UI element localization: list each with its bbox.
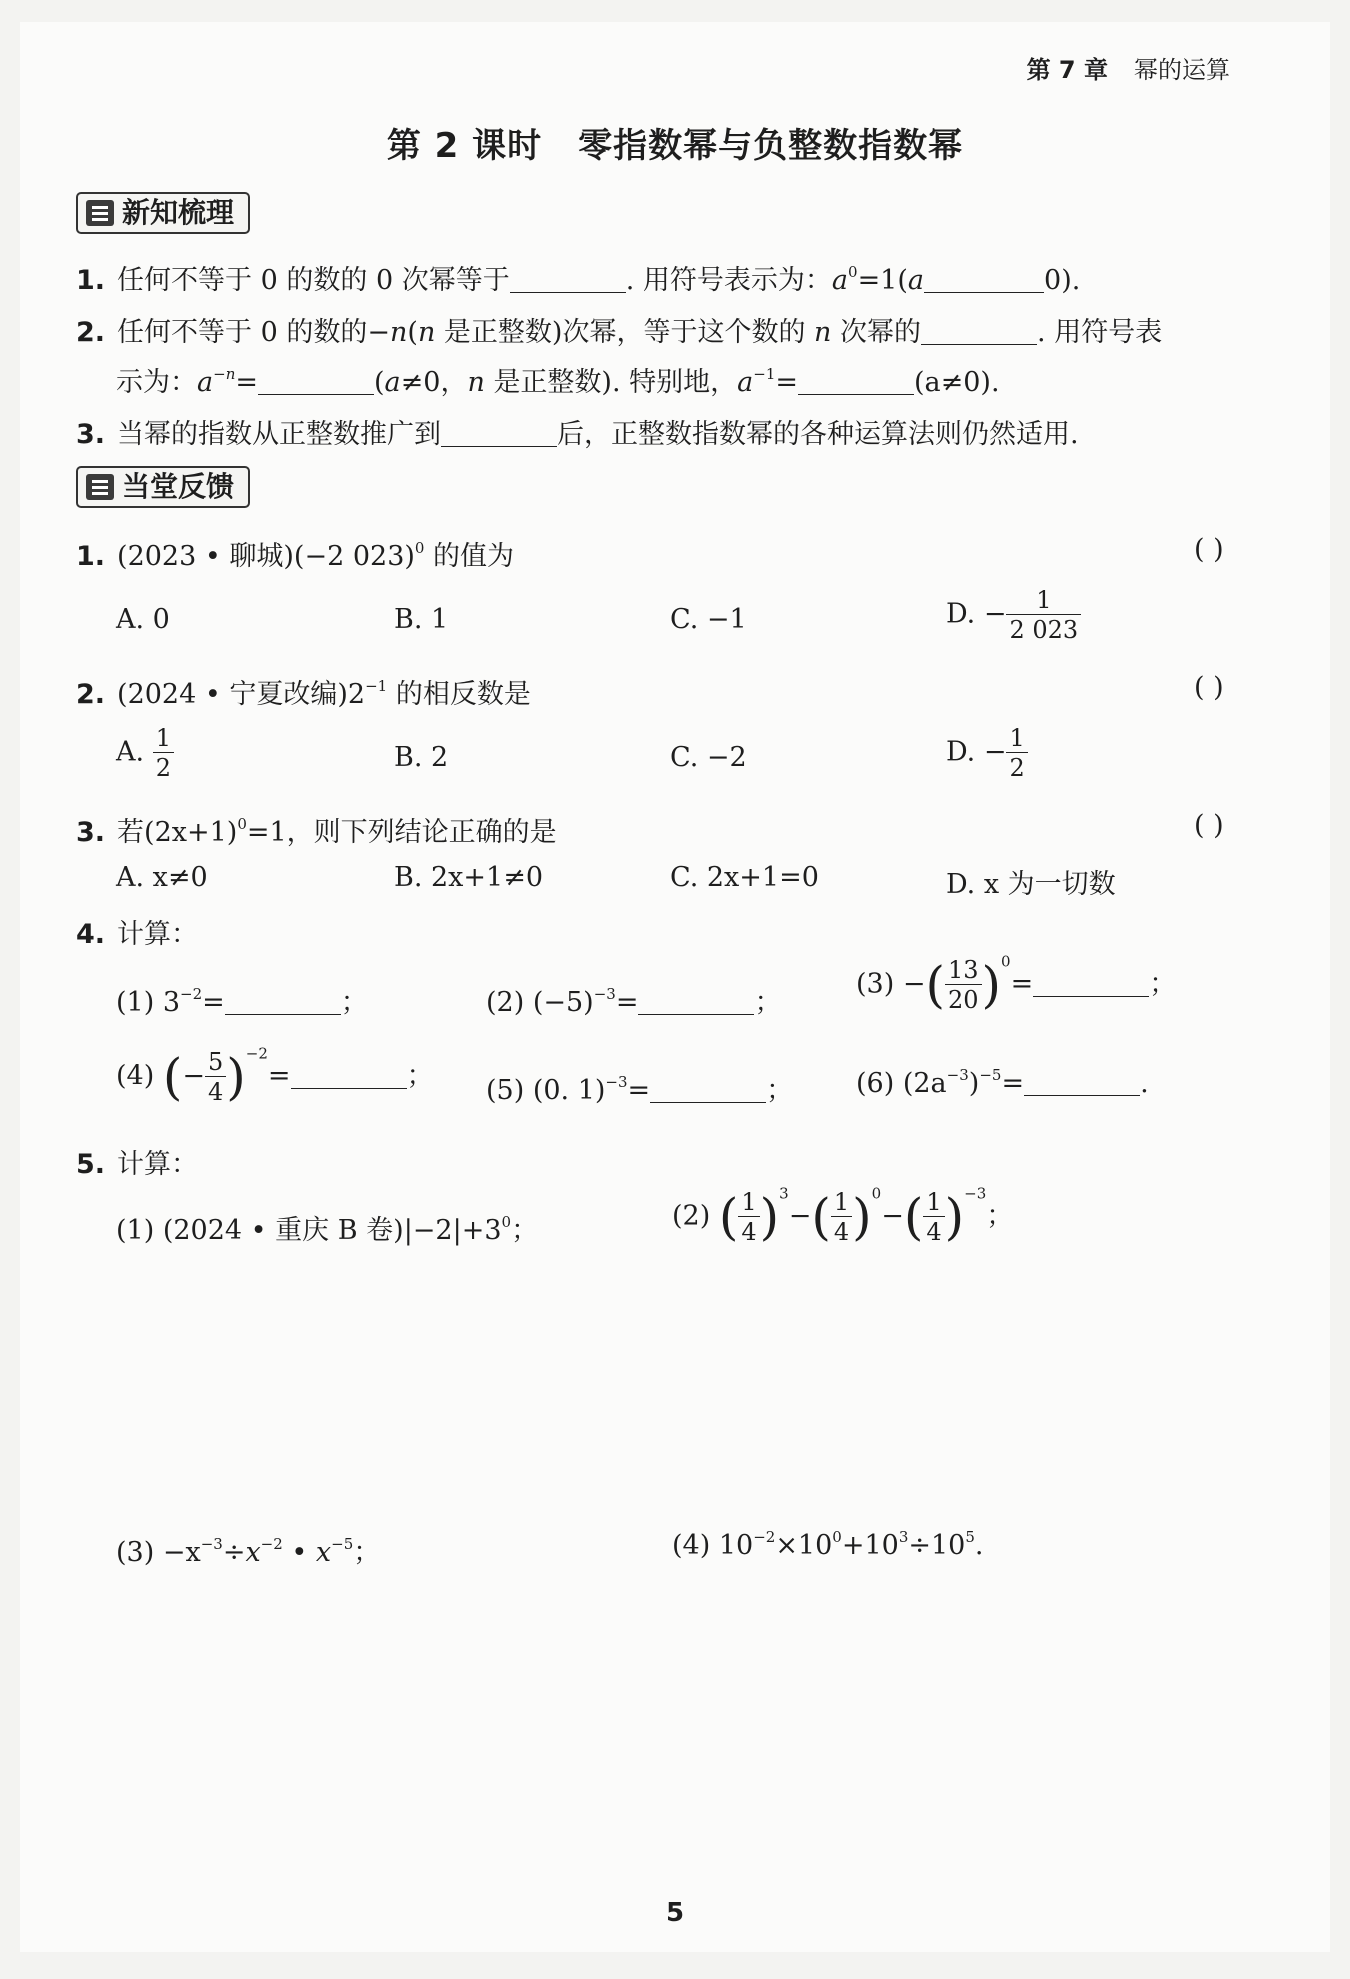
question-number: 1. [76,265,106,296]
question-stem: =1，则下列结论正确的是 [246,817,557,848]
option-a[interactable]: A. 0 [116,604,170,635]
lesson-topic: 零指数幂与负整数指数幂 [578,126,964,166]
part-text: (3) −x [116,1537,201,1568]
section-knowledge-header [76,192,250,234]
question-text: 任何不等于 0 的数的 0 次幂等于 [117,265,510,296]
denominator: 4 [207,1078,224,1106]
pencil-icon [86,474,114,500]
part-text: (2) [672,1200,711,1232]
knowledge-q3 [76,412,1079,451]
lesson-number: 第 2 课时 [386,126,543,166]
denominator: 2 023 [1009,616,1079,644]
part-text: (2) (−5) [486,987,594,1018]
part-text: (4) 10 [672,1530,754,1561]
question-text: 示为： [116,367,197,398]
answer-blank[interactable] [924,268,1044,293]
fraction [1006,726,1027,780]
question-number: 4. [76,919,106,950]
option-c[interactable]: C. −2 [670,742,747,773]
answer-parentheses[interactable] [1194,534,1246,565]
question-stem: 计算： [117,1149,199,1180]
denominator: 2 [1009,754,1025,782]
part-text: (4) [116,1060,155,1092]
numerator: 1 [153,726,174,753]
question-stem: 的相反数是 [387,679,531,710]
lesson-title [0,118,1350,167]
part-text: (1) (2024 • 重庆 B 卷)|−2|+3 [116,1215,502,1246]
feedback-q1: 1. (2023 • 聊城)(−2 023)$^0$ 的值为 [76,539,515,572]
answer-blank[interactable] [650,1078,766,1103]
option-label: D. − [946,736,1007,768]
paren-text: ( ) [1194,534,1224,565]
fraction [153,726,174,780]
q5-part4: (4) $10^{-2}\times 10^0+10^3\div 10^5$. [672,1528,984,1561]
question-text: ( [373,367,385,398]
numerator: 1 [1006,726,1027,753]
question-text: . 用符号表示为： [625,265,832,296]
paren-text: ( ) [1194,672,1224,703]
denominator: 20 [947,986,979,1014]
question-stem: (2024 • 宁夏改编)2 [117,679,366,710]
numerator: 1 [1006,588,1081,615]
part-text: (6) (2a [856,1068,947,1099]
feedback-q3: 3. 若$(2x+1)^0=1$，则下列结论正确的是 [76,815,557,848]
feedback-q2: 2. (2024 • 宁夏改编)$2^{-1}$ 的相反数是 [76,677,531,710]
running-header [1027,50,1230,85]
option-d[interactable] [946,588,1081,642]
question-text: (a≠0). [914,367,1000,398]
part-text: (3) − [856,968,926,1000]
option-c[interactable]: C. 2x+1=0 [670,862,819,893]
answer-blank[interactable] [291,1064,407,1089]
option-b[interactable]: B. 1 [394,604,449,635]
option-a[interactable] [116,726,174,780]
option-label: D. − [946,598,1007,630]
answer-parentheses[interactable] [1194,810,1246,841]
question-number: 3. [76,817,106,848]
answer-blank[interactable] [1033,972,1149,997]
question-stem: (2023 • 聊城)(−2 023) [117,541,415,572]
question-text: 是正整数)次幂，等于这个数的 [435,317,815,348]
question-text: 是正整数). 特别地， [493,367,738,398]
question-text: ( [897,265,908,296]
page-number: 5 [665,1898,685,1928]
question-number: 2. [76,317,106,348]
q4-part3: (3) −( $\frac{13}{20}$ )$^0$= ； [856,952,1177,1014]
option-a[interactable]: A. x≠0 [116,862,208,893]
fraction [1006,588,1081,642]
question-text: 次幂的 [831,317,922,348]
answer-blank[interactable] [638,990,754,1015]
question-number: 5. [76,1149,106,1180]
q4-part6: (6) $(2a^{-3})^{-5}=$ . [856,1066,1149,1099]
question-stem: 若(2x+1) [117,817,238,848]
fraction [205,1050,226,1104]
question-number: 2. [76,679,106,710]
feedback-q4 [76,912,198,951]
option-b[interactable]: B. 2x+1≠0 [394,862,544,893]
option-c[interactable]: C. −1 [670,604,747,635]
chapter-title: 幂的运算 [1134,56,1230,84]
question-text: 任何不等于 0 的数的 [117,317,368,348]
q4-part1: (1) $3^{-2}=$ ； [116,985,368,1018]
q4-part4: (4) (− $\frac{5}{4}$ )$^{-2}$= ； [116,1044,434,1106]
option-label: A. [116,736,145,768]
notebook-icon [86,200,114,226]
q4-part2: (2) $(-5)^{-3}=$ ； [486,985,782,1018]
section-feedback-header [76,466,250,508]
chapter-number: 第 7 章 [1026,56,1108,84]
denominator: 2 [155,754,171,782]
answer-blank[interactable] [441,422,557,447]
knowledge-q1: 1. 任何不等于 0 的数的 0 次幂等于 . 用符号表示为：$a^0=1(a$ 0). [76,263,1081,296]
question-number: 1. [76,541,106,572]
answer-blank[interactable] [258,370,374,395]
option-b[interactable]: B. 2 [394,742,449,773]
question-number: 3. [76,419,106,450]
section-title: 当堂反馈 [122,470,235,503]
option-d[interactable]: D. x 为一切数 [946,869,1116,900]
question-stem: 计算： [117,919,199,950]
part-text: (1) 3 [116,987,181,1018]
answer-blank[interactable] [510,268,626,293]
feedback-q5 [76,1142,198,1181]
question-text: 后，正整数指数幂的各种运算法则仍然适用. [557,419,1079,450]
question-text: ( [407,317,418,348]
fraction [945,958,982,1012]
section-title: 新知梳理 [122,196,235,229]
q5-part3: $(3) -x^{-3}\div x^{-2}$ • $x^{-5}$； [116,1535,381,1568]
knowledge-q2-line2: 示为：$a^{-n}= (a\ne 0$，n 是正整数). 特别地，$a^{-1}= (a\ne 0)$. [116,365,1000,398]
question-stem: 的值为 [424,541,515,572]
answer-blank[interactable] [225,990,341,1015]
question-text: 当幂的指数从正整数推广到 [117,419,442,450]
q5-part1: (1) (2024 • 重庆 B 卷)$|-2|+3^0$； [116,1213,539,1246]
answer-parentheses[interactable] [1194,672,1246,703]
numerator: 13 [945,958,982,985]
knowledge-q2-line1: 2. 任何不等于 0 的数的−n(n 是正整数)次幂，等于这个数的 n 次幂的 . 用符号表 [76,317,1163,348]
question-text: . 用符号表 [1037,317,1163,348]
answer-blank[interactable] [1024,1071,1140,1096]
answer-blank[interactable] [798,370,914,395]
question-text: 0). [1044,265,1081,296]
q5-part2: (2) ( $\frac{1}{4}$ )$^3$−( $\frac{1}{4}$ )$^0$−( $\frac{1}{4}$ )$^{-3}$； [672,1184,1014,1246]
q4-part5: (5) (0. 1)$^{-3}$= ； [486,1073,794,1106]
part-text: (5) (0. 1) [486,1075,606,1106]
paren-text: ( ) [1194,810,1224,841]
option-d[interactable] [946,726,1028,780]
answer-blank[interactable] [921,320,1037,345]
numerator: 5 [205,1050,226,1077]
